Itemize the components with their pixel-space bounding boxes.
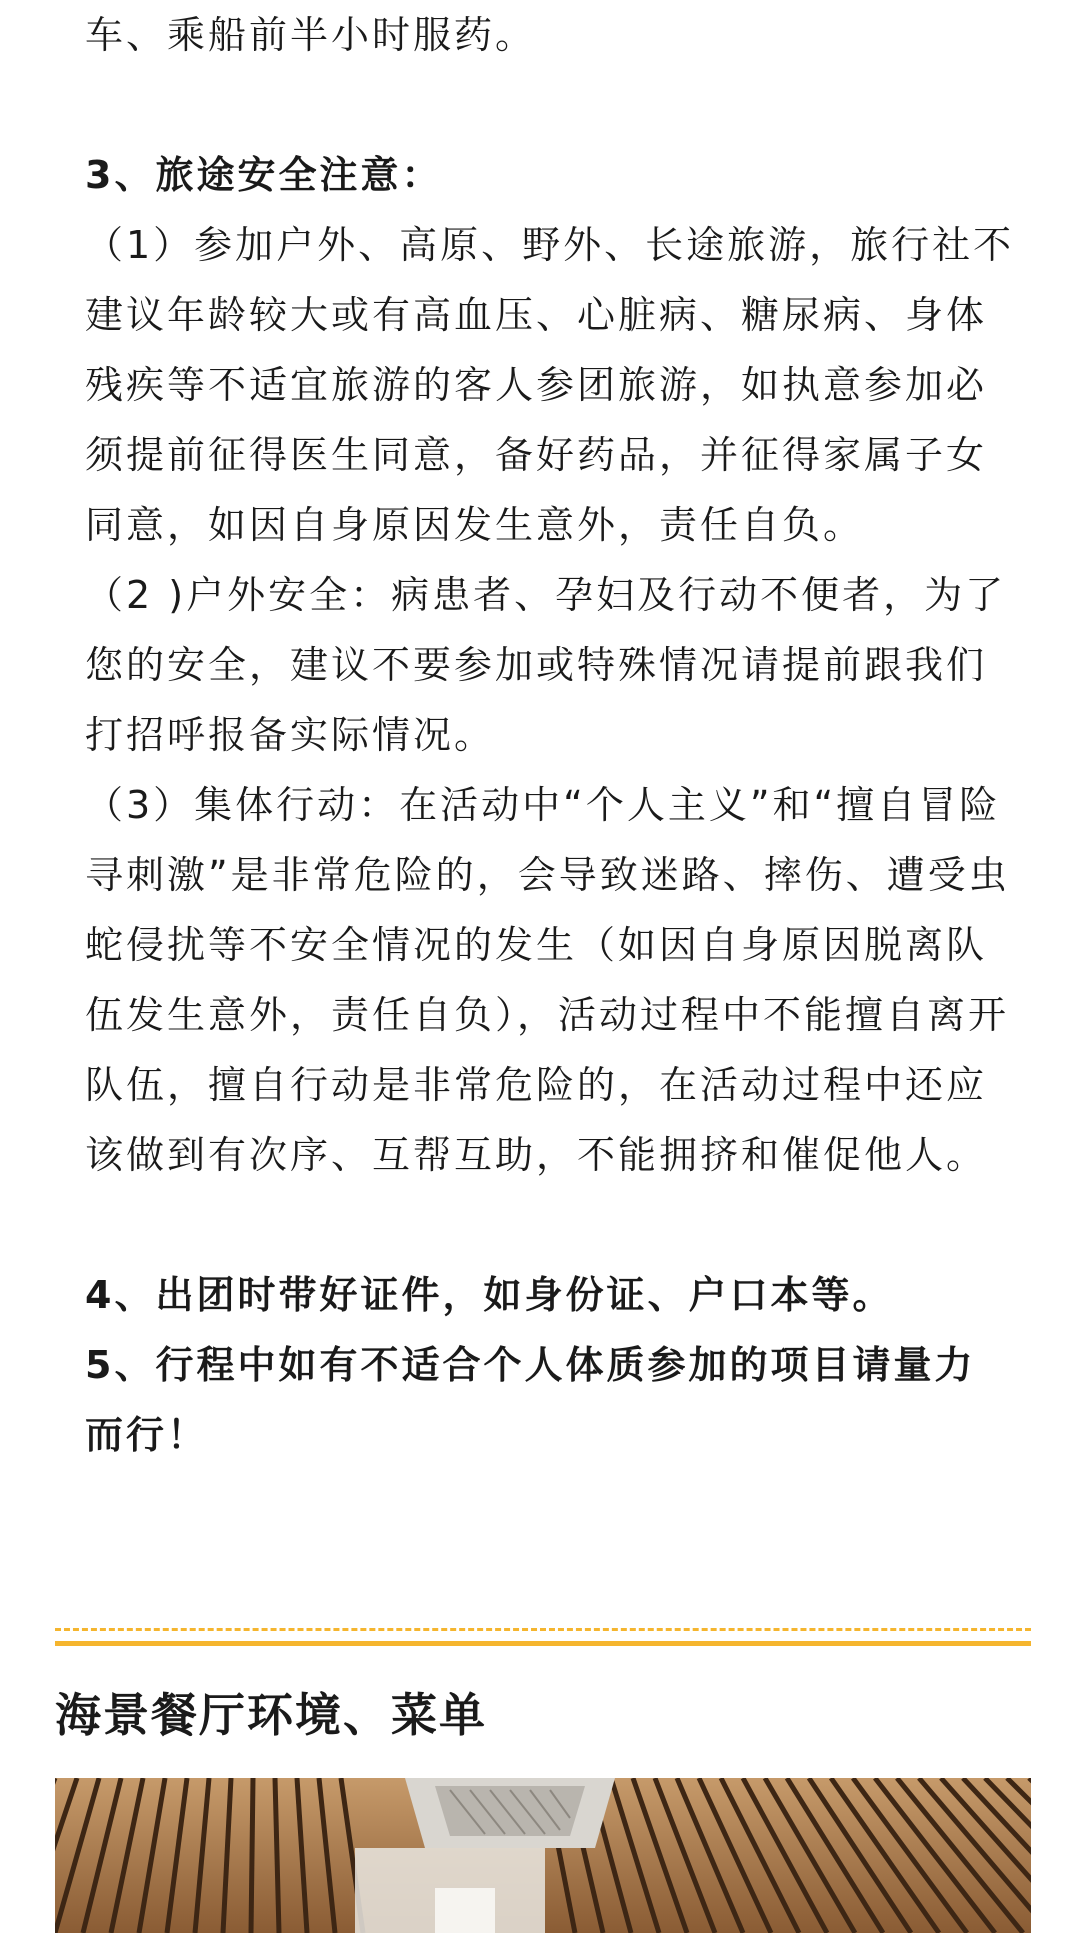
paragraph-gap — [85, 1190, 1015, 1260]
section-divider — [55, 1628, 1031, 1650]
divider-dashed-line — [55, 1628, 1031, 1631]
ceiling-vent — [405, 1778, 615, 1848]
paragraph-gap — [85, 70, 1015, 140]
section-3-item-3: （3）集体行动：在活动中“个人主义”和“擅自冒险寻刺激”是非常危险的，会导致迷路、摔伤、遭受虫蛇侵扰等不安全情况的发生（如因自身原因脱离队伍发生意外，责任自负），活动过程中不能擅自离开队伍，擅自行动是非常危险的，在活动过程中还应该做到有次序、互帮互助，不能拥挤和催促他人。 — [85, 783, 1010, 1177]
paragraph-intro-tail: 车、乘船前半小时服药。 — [85, 13, 537, 57]
divider-solid-line — [55, 1641, 1031, 1646]
item-4-documents: 4、出团时带好证件，如身份证、户口本等。 — [85, 1273, 894, 1317]
section-3-item-2: （2 )户外安全：病患者、孕妇及行动不便者，为了您的安全，建议不要参加或特殊情况请提前跟我们打招呼报备实际情况。 — [85, 573, 1007, 757]
article-body — [85, 0, 1015, 1470]
section-3-heading: 3、旅途安全注意： — [85, 153, 443, 197]
section-3-item-1: （1）参加户外、高原、野外、长途旅游，旅行社不建议年龄较大或有高血压、心脏病、糖尿病、身体残疾等不适宜旅游的客人参团旅游，如执意参加必须提前征得医生同意，备好药品，并征得家属子女同意，如因自身原因发生意外，责任自负。 — [85, 223, 1015, 547]
restaurant-ceiling-image — [55, 1778, 1031, 1933]
restaurant-photo[interactable] — [55, 1778, 1031, 1933]
item-5-capability: 5、行程中如有不适合个人体质参加的项目请量力而行！ — [85, 1343, 976, 1457]
section-title: 海景餐厅环境、菜单 — [55, 1688, 487, 1742]
